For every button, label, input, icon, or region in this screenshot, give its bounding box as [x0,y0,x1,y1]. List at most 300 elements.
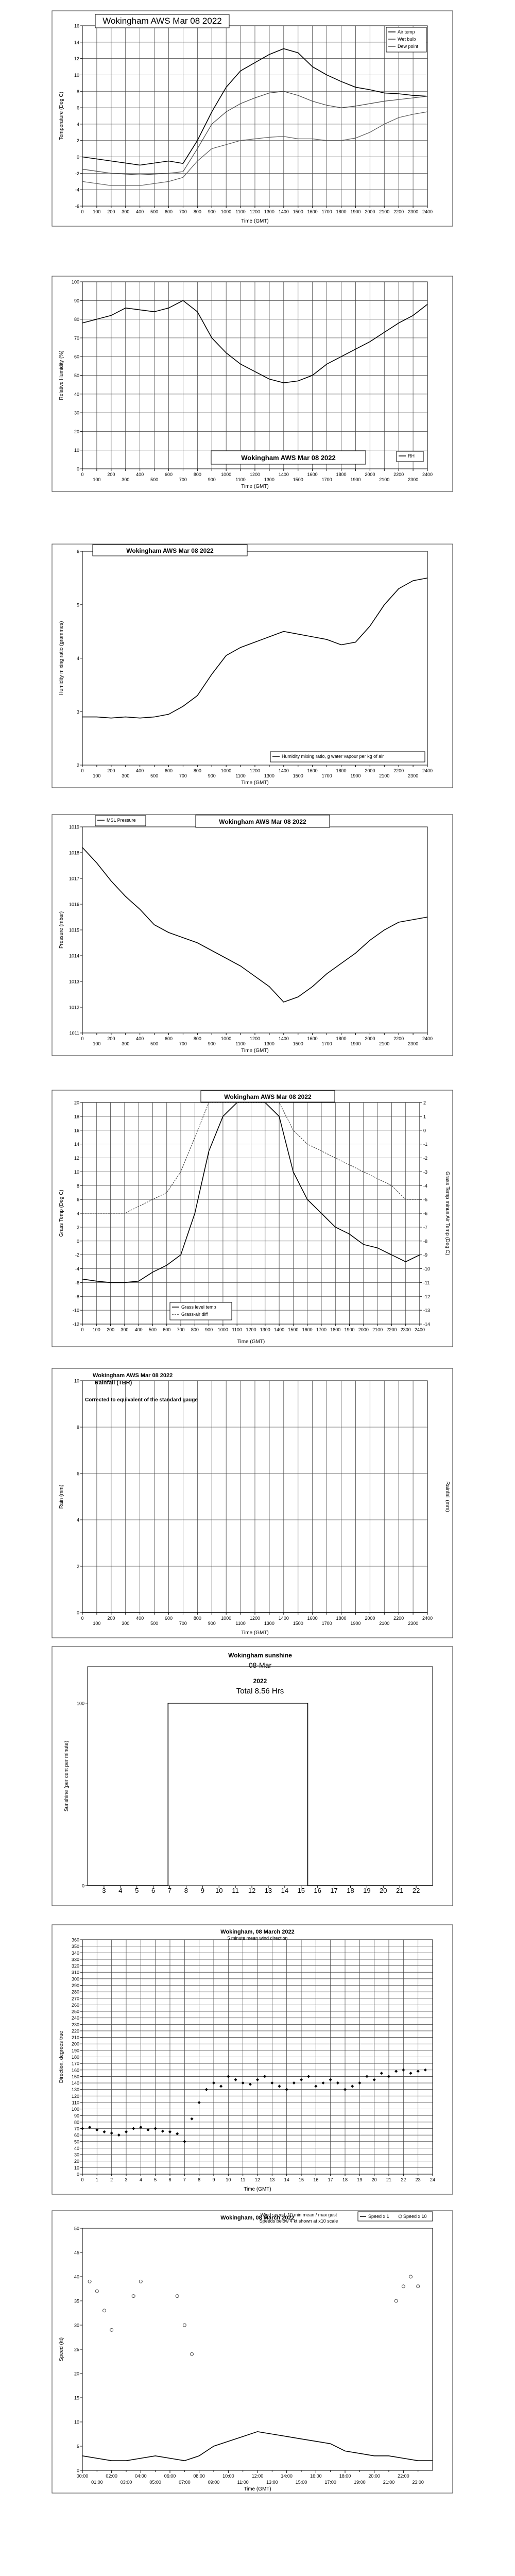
y-tick-label: 190 [71,2048,79,2054]
y-tick-label: -8 [75,1294,79,1299]
temperature-chart [52,10,453,227]
y-tick-label: 300 [71,1976,79,1982]
x-tick-label: 1000 [221,1616,232,1621]
y-tick-label: 30 [74,410,79,416]
y2-tick-label: -3 [423,1169,428,1175]
y-tick-label: 330 [71,1957,79,1962]
y-tick-label: 2 [76,138,79,144]
x-tick-label: 15 [297,1887,305,1894]
x-tick-label: 2300 [408,477,419,482]
y-tick-label: 5 [76,602,79,608]
x-tick-label: 600 [164,1036,173,1041]
y-tick-label: -2 [75,1252,79,1258]
x-tick-label: 1000 [221,768,232,773]
chart-frame [52,1368,453,1638]
x-tick-label: 500 [150,1621,159,1626]
y-tick-label: 2 [76,1225,79,1230]
y-axis-label: Speed (kt) [59,2337,64,2362]
x-tick-label: 21:00 [383,2480,395,2485]
chart-title: Wokingham AWS Mar 08 2022 [241,454,336,462]
chart-subtitle: 08-Mar [248,1661,272,1669]
y-axis-label: Direction, degrees true [59,2030,64,2083]
x-tick-label: 22 [401,2177,406,2182]
x-tick-label: 1100 [235,209,246,214]
legend-label: Wet bulb [398,37,416,42]
y-tick-label: 200 [71,2041,79,2047]
chart-frame [52,544,453,788]
y2-tick-label: -11 [423,1280,430,1285]
y-tick-label: 40 [74,2145,79,2151]
x-tick-label: 1800 [336,768,347,773]
x-tick-label: 600 [164,1616,173,1621]
y2-tick-label: -4 [423,1183,428,1189]
x-tick-label: 24 [430,2177,436,2182]
y-tick-label: 50 [74,2139,79,2145]
x-axis-label: Time (GMT) [241,1048,269,1054]
x-tick-label: 23 [415,2177,421,2182]
x-tick-label: 700 [179,209,187,214]
x-tick-label: 1500 [293,477,303,482]
x-tick-label: 1000 [221,209,232,214]
chart-subtitle: 5 minute mean wind direction [227,1936,288,1941]
y2-axis-label: Rainfall (mm) [444,1481,450,1512]
x-tick-label: 1000 [221,1036,232,1041]
x-tick-label: 900 [205,1327,213,1332]
x-tick-label: 1000 [221,472,232,477]
x-tick-label: 100 [93,1041,101,1046]
x-tick-label: 20 [380,1887,387,1894]
x-axis-label: Time (GMT) [241,780,269,786]
y-tick-label: 8 [76,1183,79,1189]
x-tick-label: 600 [164,768,173,773]
x-tick-label: 800 [191,1327,199,1332]
x-axis-label: Time (GMT) [237,1339,265,1345]
y-tick-label: 25 [74,2347,79,2352]
x-tick-label: 3 [102,1887,106,1894]
y-tick-label: 230 [71,2022,79,2027]
y2-tick-label: -14 [423,1321,431,1327]
x-tick-label: 1100 [235,477,246,482]
y-tick-label: 14 [74,1142,79,1147]
x-tick-label: 18 [347,1887,354,1894]
x-tick-label: 1000 [217,1327,228,1332]
y-tick-label: 6 [76,549,79,554]
y-tick-label: 16 [74,23,79,29]
x-tick-label: 12:00 [251,2473,264,2479]
x-tick-label: 100 [93,209,101,214]
wind-speed-chart [52,2210,453,2494]
x-tick-label: 2000 [365,1616,375,1621]
x-tick-label: 700 [179,1621,187,1626]
legend-label: Speed x 1 [368,2214,389,2219]
x-tick-label: 600 [163,1327,171,1332]
x-tick-label: 1200 [246,1327,256,1332]
chart-title: Wokingham AWS Mar 08 2022 [224,1093,312,1100]
y-tick-label: 360 [71,1937,79,1943]
y-tick-label: 1018 [68,850,79,856]
legend-label: Speed x 10 [403,2214,427,2219]
x-tick-label: 100 [93,1621,101,1626]
x-axis-label: Time (GMT) [241,484,269,489]
x-tick-label: 600 [164,209,173,214]
y-tick-label: -6 [75,204,79,209]
x-tick-label: 800 [193,472,201,477]
x-tick-label: 1800 [336,1616,347,1621]
legend-label: RH [408,453,415,459]
chart-annotation: Corrected to equivalent of the standard gauge [85,1397,198,1403]
x-tick-label: 19 [363,1887,371,1894]
x-tick-label: 21 [386,2177,392,2182]
x-tick-label: 1200 [249,209,261,214]
x-tick-label: 14 [281,1887,289,1894]
y-tick-label: 50 [74,373,79,378]
x-tick-label: 2 [110,2177,113,2182]
y-tick-label: 220 [71,2028,79,2034]
chart-title: Wokingham AWS Mar 08 2022 [102,16,222,26]
chart-frame [52,2211,453,2493]
rainfall-chart [52,1368,453,1638]
y-tick-label: -4 [75,187,79,193]
x-tick-label: 400 [136,768,144,773]
y-tick-label: 10 [74,448,79,453]
x-tick-label: 300 [121,1327,129,1332]
x-tick-label: 200 [107,1616,115,1621]
x-tick-label: 13 [269,2177,275,2182]
y-tick-label: -6 [75,1280,79,1285]
y-tick-label: 120 [71,2093,79,2099]
x-tick-label: 2300 [408,1621,419,1626]
y-tick-label: 8 [76,1425,79,1430]
x-tick-label: 2000 [365,209,375,214]
x-tick-label: 22:00 [398,2473,409,2479]
x-tick-label: 2200 [393,472,404,477]
sunshine-chart-panel [52,1646,453,1906]
y-tick-label: 130 [71,2087,79,2093]
y-tick-label: 280 [71,1989,79,1995]
y-tick-label: 6 [76,105,79,111]
x-tick-label: 0 [81,1036,84,1041]
x-tick-label: 900 [208,773,216,778]
x-tick-label: 8 [184,1887,188,1894]
y-tick-label: 60 [74,2132,79,2138]
x-tick-label: 19 [357,2177,363,2182]
x-tick-label: 900 [208,209,216,214]
y-tick-label: 10 [74,1169,79,1175]
mixing-ratio-chart [52,544,453,788]
y-tick-label: -12 [72,1321,79,1327]
y-tick-label: 0 [76,155,79,160]
y-tick-label: 10 [74,2419,79,2425]
legend-label: Air temp [398,29,415,35]
x-tick-label: 2400 [422,1616,433,1621]
y-axis-label: Humidity mixing ratio (grammes) [59,621,64,696]
x-tick-label: 18 [342,2177,348,2182]
x-tick-label: 800 [193,209,201,214]
x-tick-label: 1500 [293,1041,303,1046]
x-tick-label: 300 [122,477,130,482]
y-tick-label: 110 [72,2100,79,2106]
x-tick-label: 14:00 [281,2473,293,2479]
y2-tick-label: 2 [423,1100,426,1106]
chart-frame [52,815,453,1056]
x-tick-label: 2400 [422,768,433,773]
x-tick-label: 00:00 [76,2473,89,2479]
x-tick-label: 2100 [372,1327,383,1332]
x-tick-label: 4 [139,2177,142,2182]
y2-tick-label: 0 [423,1128,426,1133]
x-tick-label: 11 [240,2177,246,2182]
x-tick-label: 700 [179,477,187,482]
y-tick-label: 10 [74,1378,79,1384]
y-tick-label: 12 [74,1156,79,1161]
x-tick-label: 200 [107,209,115,214]
x-tick-label: 6 [168,2177,171,2182]
y-tick-label: 4 [76,1211,79,1216]
y-tick-label: 290 [71,1982,79,1988]
x-tick-label: 0 [81,472,84,477]
y-tick-label: 20 [74,2371,79,2377]
x-tick-label: 1600 [307,1036,318,1041]
x-tick-label: 0 [81,1616,84,1621]
pressure-chart-panel [52,814,453,1056]
x-tick-label: 300 [122,1041,130,1046]
x-tick-label: 03:00 [120,2480,132,2485]
x-tick-label: 19:00 [354,2480,366,2485]
x-tick-label: 800 [193,768,201,773]
y-tick-label: 70 [74,2126,79,2132]
y-tick-label: 100 [71,279,79,285]
y-tick-label: 10 [74,72,79,78]
y-tick-label: 14 [74,40,79,45]
y-tick-label: 8 [76,89,79,94]
pressure-chart [52,814,453,1056]
x-tick-label: 1900 [350,1621,361,1626]
y-tick-label: 170 [71,2061,79,2066]
y-tick-label: 4 [76,1517,79,1523]
x-tick-label: 12 [248,1887,256,1894]
x-tick-label: 5 [135,1887,139,1894]
x-tick-label: 1600 [307,1616,318,1621]
x-tick-label: 1 [95,2177,98,2182]
legend-label: Dew point [398,44,419,49]
y-tick-label: 6 [76,1471,79,1477]
y2-tick-label: -7 [423,1225,428,1230]
x-tick-label: 1700 [321,1041,332,1046]
y-tick-label: 45 [74,2250,79,2256]
x-tick-label: 2300 [408,773,419,778]
x-tick-label: 600 [164,472,173,477]
x-tick-label: 400 [136,209,144,214]
x-tick-label: 2000 [358,1327,369,1332]
x-tick-label: 1300 [264,1041,274,1046]
y-axis-label: Grass Temp (Deg C) [59,1190,64,1237]
y-tick-label: 30 [74,2323,79,2328]
x-tick-label: 0 [81,768,84,773]
x-tick-label: 9 [212,2177,215,2182]
y-tick-label: 150 [71,2074,79,2079]
y-tick-label: 6 [76,1197,79,1202]
x-tick-label: 16:00 [310,2473,322,2479]
chart-subtitle-2: Speeds below 4 kt shown at x10 scale [259,2218,338,2224]
chart-title: Wokingham sunshine [228,1652,292,1659]
x-tick-label: 07:00 [179,2480,191,2485]
x-tick-label: 1700 [321,1621,332,1626]
x-tick-label: 22 [412,1887,420,1894]
x-tick-label: 2100 [379,773,390,778]
x-tick-label: 1200 [249,472,261,477]
x-tick-label: 500 [150,773,159,778]
y2-axis-label: Grass Temp minus Air Temp (Deg C) [444,1171,450,1256]
x-tick-label: 400 [136,1036,144,1041]
x-tick-label: 1800 [336,209,347,214]
y-axis-label: Rain (mm) [59,1484,64,1509]
x-tick-label: 1500 [288,1327,299,1332]
x-tick-label: 17 [330,1887,338,1894]
x-tick-label: 1400 [278,1036,289,1041]
x-tick-label: 1900 [350,209,361,214]
y-tick-label: 16 [74,1128,79,1133]
mixing-ratio-chart-panel [52,544,453,788]
x-tick-label: 800 [193,1616,201,1621]
x-tick-label: 1800 [336,1036,347,1041]
y-tick-label: 2 [76,762,79,768]
x-axis-label: Time (GMT) [241,218,269,224]
x-tick-label: 100 [93,477,101,482]
y-tick-label: 210 [71,2035,79,2041]
x-tick-label: 800 [193,1036,201,1041]
humidity-chart-panel [52,276,453,492]
y-tick-label: 180 [71,2055,79,2060]
chart-total: Total 8.56 Hrs [236,1687,284,1696]
x-tick-label: 7 [183,2177,186,2182]
x-tick-label: 700 [179,1041,187,1046]
y-tick-label: -10 [72,1308,79,1313]
y-tick-label: 90 [74,298,79,303]
x-tick-label: 400 [134,1327,143,1332]
x-tick-label: 400 [136,472,144,477]
wind-direction-chart [52,1924,453,2195]
x-tick-label: 2200 [393,768,404,773]
x-tick-label: 1400 [278,1616,289,1621]
x-tick-label: 1200 [249,1616,261,1621]
y-tick-label: -2 [75,171,79,176]
x-tick-label: 1600 [307,768,318,773]
x-tick-label: 23:00 [412,2480,424,2485]
x-tick-label: 1300 [260,1327,270,1332]
y-tick-label: 4 [76,122,79,127]
y-axis-label: Relative Humidity (%) [59,350,64,400]
x-tick-label: 1100 [235,1041,246,1046]
x-tick-label: 2400 [422,1036,433,1041]
x-tick-label: 21 [396,1887,404,1894]
x-tick-label: 100 [92,1327,100,1332]
chart-frame [52,1090,453,1347]
legend-label: Grass level temp [181,1304,216,1310]
x-tick-label: 0 [81,209,84,214]
x-tick-label: 1200 [249,1036,261,1041]
x-tick-label: 13:00 [266,2480,278,2485]
y2-tick-label: -13 [423,1308,431,1313]
x-tick-label: 2400 [422,472,433,477]
x-tick-label: 200 [107,1327,115,1332]
x-tick-label: 500 [150,209,159,214]
x-tick-label: 05:00 [149,2480,161,2485]
x-tick-label: 1300 [264,477,274,482]
x-tick-label: 14 [284,2177,289,2182]
y-tick-label: 10 [74,2165,79,2171]
chart-subtitle: Wind speed, 10 min mean / max gust [260,2212,337,2217]
x-tick-label: 09:00 [208,2480,220,2485]
y-tick-label: 320 [71,1963,79,1969]
x-tick-label: 1100 [235,773,246,778]
chart-subtitle: Rainfall (TBR) [94,1380,132,1386]
x-tick-label: 2100 [379,209,390,214]
y-tick-label: -4 [75,1266,79,1272]
chart-frame [52,1647,453,1906]
sunshine-chart [52,1646,453,1906]
x-tick-label: 06:00 [164,2473,176,2479]
y-tick-label: 12 [74,56,79,62]
x-tick-label: 17:00 [324,2480,336,2485]
y-tick-label: 340 [71,1950,79,1956]
x-tick-label: 1500 [293,773,303,778]
x-tick-label: 400 [136,1616,144,1621]
y-tick-label: 0 [76,2468,79,2473]
wind-speed-chart-panel [52,2210,453,2494]
y2-tick-label: -1 [423,1142,428,1147]
y-tick-label: 1016 [68,902,79,907]
y-tick-label: 260 [71,2002,79,2008]
x-tick-label: 1700 [321,477,332,482]
y-tick-label: 350 [71,1944,79,1950]
y-tick-label: 1019 [68,824,79,830]
x-tick-label: 2200 [393,1036,404,1041]
x-tick-label: 2200 [386,1327,397,1332]
x-tick-label: 1300 [264,209,274,214]
humidity-chart [52,276,453,492]
y-tick-label: 70 [74,335,79,341]
x-tick-label: 2000 [365,768,375,773]
x-tick-label: 1600 [307,472,318,477]
x-tick-label: 11 [232,1887,239,1894]
y-tick-label: 1014 [68,953,79,959]
x-tick-label: 2000 [365,1036,375,1041]
y-tick-label: 40 [74,2274,79,2280]
x-tick-label: 16 [313,2177,319,2182]
x-tick-label: 900 [208,1621,216,1626]
x-tick-label: 2000 [365,472,375,477]
chart-title: Wokingham AWS Mar 08 2022 [93,1372,173,1379]
x-tick-label: 8 [198,2177,201,2182]
y-axis-label: Pressure (mbar) [59,911,64,949]
y-tick-label: 80 [74,317,79,323]
y-tick-label: 1012 [68,1005,79,1010]
x-tick-label: 300 [122,773,130,778]
x-tick-label: 1300 [264,773,274,778]
x-tick-label: 2100 [379,1621,390,1626]
y2-tick-label: -2 [423,1156,428,1161]
x-axis-label: Time (GMT) [244,2486,271,2492]
x-tick-label: 2300 [408,209,419,214]
x-tick-label: 5 [154,2177,157,2182]
x-tick-label: 9 [200,1887,204,1894]
y-tick-label: 1013 [68,979,79,985]
y-tick-label: 0 [76,1239,79,1244]
y2-tick-label: -12 [423,1294,431,1299]
y2-tick-label: -8 [423,1239,428,1244]
x-tick-label: 1400 [274,1327,285,1332]
y-tick-label: 0 [76,1610,79,1616]
